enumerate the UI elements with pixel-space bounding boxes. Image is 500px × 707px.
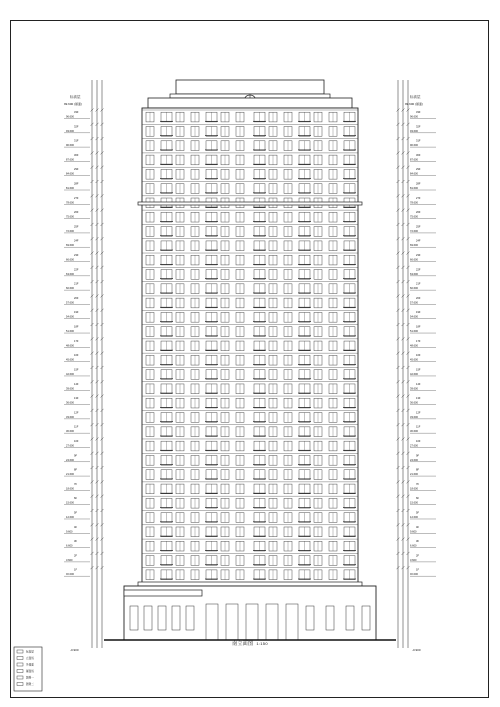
level-floor-label-left: 11F [74, 425, 79, 429]
cornice-band-upper [138, 202, 362, 205]
tower-elevation [104, 80, 396, 640]
level-floor-label-right: 11F [416, 425, 421, 429]
level-elevation-label-right: 30.600 [410, 430, 418, 434]
left-column-header: 标高层 [70, 95, 81, 99]
level-elevation-label-right: 96.600 [410, 115, 418, 119]
level-floor-label-left: 5F [74, 511, 78, 515]
cornice-band-lower [138, 582, 362, 586]
level-elevation-label-left: 93.600 [66, 129, 74, 133]
level-floor-label-left: 27F [74, 196, 79, 200]
level-elevation-label-right: 54.600 [410, 315, 418, 319]
level-floor-label-left: 4F [74, 525, 78, 529]
level-floor-label-right: 21F [416, 282, 421, 286]
level-elevation-label-left: 18.600 [66, 487, 74, 491]
bottom-elevation-left: -0.900 [70, 648, 79, 652]
level-elevation-label-right: 93.600 [410, 129, 418, 133]
level-floor-label-left: 18F [74, 325, 79, 329]
level-floor-label-right: 26F [416, 211, 421, 215]
level-elevation-label-right: 18.600 [410, 487, 418, 491]
level-floor-label-left: 24F [74, 239, 79, 243]
level-elevation-label-left: 6.600 [66, 544, 73, 548]
level-floor-label-right: 18F [416, 325, 421, 329]
level-elevation-label-right: 42.600 [410, 372, 418, 376]
level-elevation-label-right: 87.600 [410, 158, 418, 162]
level-floor-label-left: 29F [74, 168, 79, 172]
legend-label: 图例一 [26, 676, 34, 680]
level-floor-label-right: 6F [416, 497, 420, 501]
level-elevation-label-left: 39.600 [66, 387, 74, 391]
roof-parapet [148, 98, 352, 108]
podium-canopy [124, 590, 202, 596]
level-elevation-label-left: 27.600 [66, 444, 74, 448]
level-floor-label-left: 25F [74, 225, 79, 229]
level-floor-label-right: 13F [416, 397, 421, 401]
level-elevation-label-right: 69.600 [410, 244, 418, 248]
level-elevation-label-right: 72.600 [410, 229, 418, 233]
level-floor-label-right: 12F [416, 411, 421, 415]
level-elevation-label-left: 81.600 [66, 187, 74, 191]
right-top-elevation: 99.600 (屋面) [405, 102, 424, 106]
level-elevation-label-left: 78.600 [66, 201, 74, 205]
level-floor-label-right: 22F [416, 268, 421, 272]
level-floor-label-right: 15F [416, 368, 421, 372]
level-elevation-label-left: ±0.000 [66, 573, 74, 577]
level-elevation-label-left: 51.600 [66, 330, 74, 334]
legend-label: 图例二 [26, 683, 34, 686]
legend-label: 立面线 [26, 657, 34, 660]
level-elevation-label-left: 75.600 [66, 215, 74, 219]
level-floor-label-right: 24F [416, 239, 421, 243]
tower-shaft [142, 108, 358, 586]
level-floor-label-right: 4F [416, 525, 420, 529]
level-floor-label-right: 17F [416, 339, 421, 343]
level-elevation-label-right: 3.600 [410, 558, 417, 562]
level-elevation-label-left: 33.600 [66, 415, 74, 419]
level-elevation-label-right: 39.600 [410, 387, 418, 391]
level-elevation-label-left: 42.600 [66, 372, 74, 376]
level-floor-label-left: 31F [74, 139, 79, 143]
level-elevation-label-right: 48.600 [410, 344, 418, 348]
level-elevation-label-right: 51.600 [410, 330, 418, 334]
level-elevation-label-right: ±0.000 [410, 573, 418, 577]
drawing-title-text: 南立面图 [232, 641, 254, 647]
level-floor-label-right: 29F [416, 168, 421, 172]
level-elevation-label-right: 75.600 [410, 215, 418, 219]
level-floor-label-left: 14F [74, 382, 79, 386]
level-elevation-label-right: 12.600 [410, 515, 418, 519]
level-elevation-label-left: 12.600 [66, 515, 74, 519]
level-elevation-label-left: 45.600 [66, 358, 74, 362]
level-elevation-label-right: 6.600 [410, 544, 417, 548]
level-floor-label-left: 2F [74, 554, 78, 558]
legend-label: 标准层 [26, 650, 34, 654]
level-floor-label-left: 33F [74, 111, 79, 114]
level-elevation-label-left: 90.600 [66, 144, 74, 148]
level-floor-label-right: 23F [416, 254, 421, 258]
level-elevation-label-left: 57.600 [66, 301, 74, 305]
level-floor-label-left: 10F [74, 439, 79, 443]
level-elevation-label-right: 66.600 [410, 258, 418, 262]
level-elevation-label-left: 84.600 [66, 172, 74, 176]
level-floor-label-right: 14F [416, 382, 421, 386]
level-floor-label-right: 19F [416, 311, 421, 315]
level-floor-label-left: 22F [74, 268, 79, 272]
level-elevation-label-left: 63.600 [66, 272, 74, 276]
level-elevation-label-right: 81.600 [410, 187, 418, 191]
level-elevation-label-right: 21.600 [410, 473, 418, 477]
level-elevation-label-right: 27.600 [410, 444, 418, 448]
level-floor-label-left: 12F [74, 411, 79, 415]
level-elevation-label-left: 48.600 [66, 344, 74, 348]
level-elevation-label-left: 15.600 [66, 501, 74, 505]
level-elevation-label-right: 78.600 [410, 201, 418, 205]
level-elevation-label-right: 57.600 [410, 301, 418, 305]
level-elevation-label-right: 90.600 [410, 144, 418, 148]
level-floor-label-right: 9F [416, 454, 420, 458]
level-floor-label-right: 27F [416, 196, 421, 200]
drawing-title [200, 640, 300, 647]
level-floor-label-left: 6F [74, 497, 78, 501]
level-elevation-label-left: 69.600 [66, 244, 74, 248]
level-floor-label-right: 25F [416, 225, 421, 229]
level-elevation-label-left: 72.600 [66, 229, 74, 233]
level-elevation-label-left: 9.600 [66, 530, 73, 534]
level-elevation-label-right: 15.600 [410, 501, 418, 505]
left-dimension-chain [92, 80, 102, 648]
level-elevation-label-right: 33.600 [410, 415, 418, 419]
level-floor-label-right: 30F [416, 153, 421, 157]
level-elevation-label-right: 24.600 [410, 458, 418, 462]
level-floor-label-left: 28F [74, 182, 79, 186]
level-floor-label-left: 30F [74, 153, 79, 157]
level-floor-label-left: 26F [74, 211, 79, 215]
level-elevation-label-left: 21.600 [66, 473, 74, 477]
level-floor-label-left: 20F [74, 296, 79, 300]
level-floor-label-left: 16F [74, 354, 79, 358]
level-floor-label-right: 3F [416, 540, 420, 544]
level-floor-label-left: 23F [74, 254, 79, 258]
level-floor-label-right: 20F [416, 296, 421, 300]
left-top-elevation: 99.600 (屋面) [64, 102, 83, 106]
level-floor-label-left: 21F [74, 282, 79, 286]
level-floor-label-left: 13F [74, 397, 79, 401]
level-floor-label-right: 1F [416, 568, 420, 572]
right-column-header: 标高层 [410, 95, 421, 99]
level-elevation-label-right: 36.600 [410, 401, 418, 405]
level-floor-label-right: 8F [416, 468, 420, 472]
level-floor-label-left: 8F [74, 468, 78, 472]
legend-box [14, 647, 42, 691]
level-floor-label-left: 19F [74, 311, 79, 315]
level-elevation-label-right: 60.600 [410, 287, 418, 291]
level-floor-label-right: 2F [416, 554, 420, 558]
level-elevation-label-right: 9.600 [410, 530, 417, 534]
bottom-elevation-right: -0.900 [412, 648, 421, 652]
level-elevation-label-left: 30.600 [66, 430, 74, 434]
level-floor-label-left: 17F [74, 339, 79, 343]
drawing-scale: 1:150 [256, 641, 268, 646]
level-floor-label-right: 31F [416, 139, 421, 143]
level-floor-label-right: 28F [416, 182, 421, 186]
level-elevation-label-left: 36.600 [66, 401, 74, 405]
level-elevation-label-left: 54.600 [66, 315, 74, 319]
level-elevation-label-right: 63.600 [410, 272, 418, 276]
level-floor-label-right: 33F [416, 111, 421, 114]
level-floor-label-left: 3F [74, 540, 78, 544]
level-elevation-label-left: 96.600 [66, 115, 74, 119]
level-floor-label-left: 9F [74, 454, 78, 458]
level-floor-label-left: 1F [74, 568, 78, 572]
legend-label: 屋面线 [26, 670, 34, 673]
level-elevation-label-left: 24.600 [66, 458, 74, 462]
level-floor-label-right: 10F [416, 439, 421, 443]
level-floor-label-right: 7F [416, 482, 420, 486]
level-elevation-label-right: 84.600 [410, 172, 418, 176]
level-floor-label-left: 15F [74, 368, 79, 372]
level-floor-label-left: 7F [74, 482, 78, 486]
level-floor-label-right: 32F [416, 125, 421, 129]
level-floor-label-right: 16F [416, 354, 421, 358]
roof-crown [176, 80, 324, 94]
level-elevation-label-right: 45.600 [410, 358, 418, 362]
level-elevation-label-left: 66.600 [66, 258, 74, 262]
right-dimension-chain [398, 80, 408, 648]
level-floor-label-right: 5F [416, 511, 420, 515]
level-elevation-label-left: 60.600 [66, 287, 74, 291]
level-elevation-label-left: 87.600 [66, 158, 74, 162]
level-elevation-label-left: 3.600 [66, 558, 73, 562]
legend-label: 外墙面 [26, 663, 34, 667]
level-floor-label-left: 32F [74, 125, 79, 129]
